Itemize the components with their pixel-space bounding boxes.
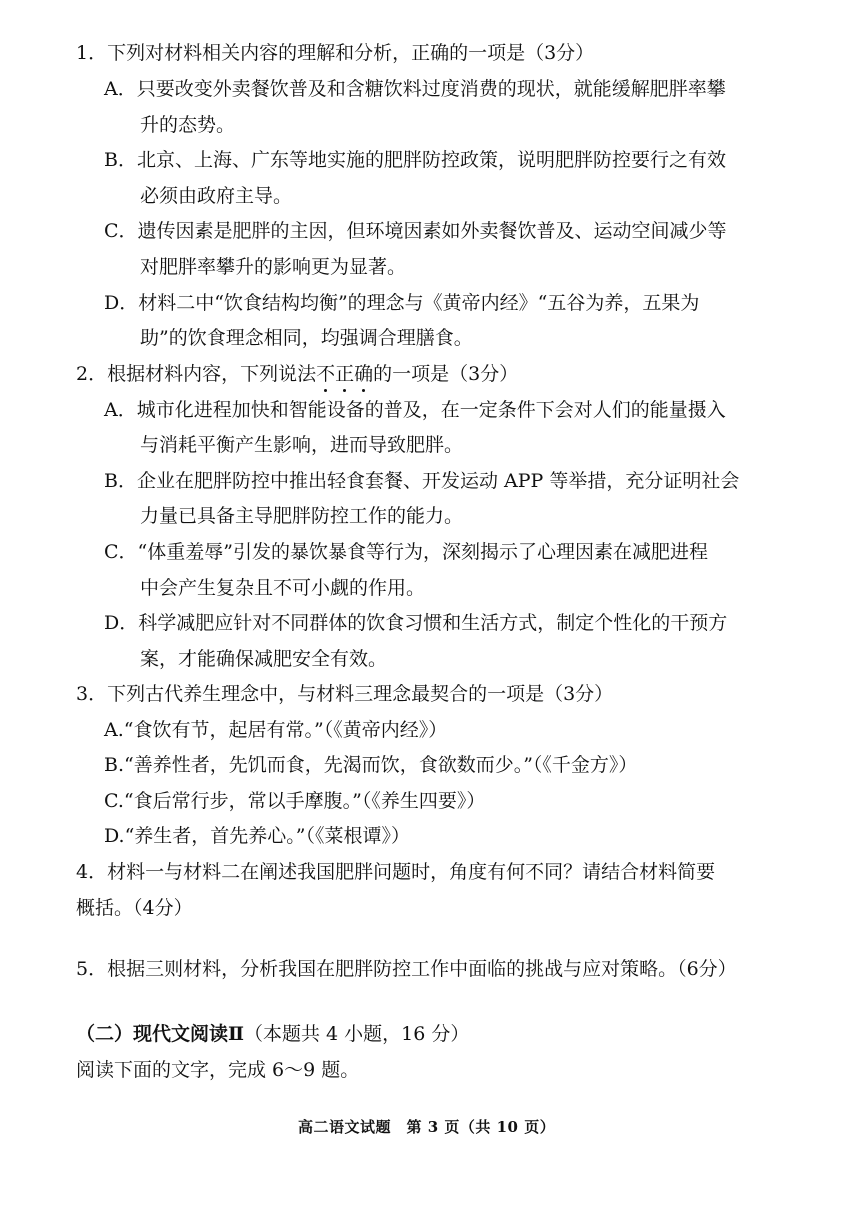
- q2-stem-pre: 2．根据材料内容，下列说法: [76, 363, 317, 385]
- q2-option-c-line1: C．“体重羞辱”引发的暴饮暴食等行为，深刻揭示了心理因素在减肥进程: [104, 541, 708, 563]
- q1-option-c-line1: C．遗传因素是肥胖的主因，但环境因素如外卖餐饮普及、运动空间减少等: [104, 220, 727, 242]
- section2-heading: [76, 1021, 469, 1047]
- q2-option-b-line1: B．企业在肥胖防控中推出轻食套餐、开发运动 APP 等举措，充分证明社会: [104, 470, 740, 492]
- section2-scoring: （本题共 4 小题，16 分）: [244, 1023, 470, 1045]
- q1-option-d-line2: 助”的饮食理念相同，均强调合理膳食。: [140, 327, 473, 349]
- q2-stem-emphasis-2: 正: [335, 363, 355, 385]
- q1-option-b-line2: 必须由政府主导。: [140, 185, 293, 207]
- q1-option-b-line1: B．北京、上海、广东等地实施的肥胖防控政策，说明肥胖防控要行之有效: [104, 149, 726, 171]
- q4-line1: 4．材料一与材料二在阐述我国肥胖问题时，角度有何不同？请结合材料简要: [76, 861, 716, 883]
- q2-stem-emphasis-1: 不: [316, 363, 336, 385]
- section2-instruction: 阅读下面的文字，完成 6～9 题。: [76, 1059, 360, 1081]
- section2-title: （二）现代文阅读Ⅱ: [76, 1023, 245, 1045]
- q3-option-c: C.“食后常行步，常以手摩腹。”（《养生四要》）: [104, 790, 486, 812]
- q1-option-a-line2: 升的态势。: [140, 114, 236, 136]
- q2-option-c-line2: 中会产生复杂且不可小觑的作用。: [140, 577, 426, 599]
- q2-option-a-line2: 与消耗平衡产生影响，进而导致肥胖。: [140, 434, 464, 456]
- q1-option-c-line2: 对肥胖率攀升的影响更为显著。: [140, 256, 407, 278]
- q4-line2: 概括。（4分）: [76, 897, 193, 919]
- q3-option-d: D.“养生者，首先养心。”（《菜根谭》）: [104, 825, 411, 847]
- q3-option-a: A.“食饮有节，起居有常。”（《黄帝内经》）: [104, 719, 448, 741]
- q2-option-a-line1: A．城市化进程加快和智能设备的普及，在一定条件下会对人们的能量摄入: [104, 399, 726, 421]
- q3-option-b: B.“善养性者，先饥而食，先渴而饮，食欲数而少。”（《千金方》）: [104, 754, 638, 776]
- q1-option-d-line1: D．材料二中“饮食结构均衡”的理念与《黄帝内经》“五谷为养，五果为: [104, 292, 700, 314]
- q3-stem: 3．下列古代养生理念中，与材料三理念最契合的一项是（3分）: [76, 683, 614, 705]
- q2-option-d-line2: 案，才能确保减肥安全有效。: [140, 648, 388, 670]
- q5-line1: 5．根据三则材料，分析我国在肥胖防控工作中面临的挑战与应对策略。（6分）: [76, 958, 737, 980]
- q2-option-b-line2: 力量已具备主导肥胖防控工作的能力。: [140, 505, 464, 527]
- q2-option-d-line1: D．科学减肥应针对不同群体的饮食习惯和生活方式，制定个性化的干预方: [104, 612, 728, 634]
- page-footer: 高二语文试题 第 3 页（共 10 页）: [298, 1118, 556, 1136]
- q1-stem: 1．下列对材料相关内容的理解和分析，正确的一项是（3分）: [76, 42, 595, 64]
- q2-stem: [76, 361, 518, 387]
- q1-option-a-line1: A．只要改变外卖餐饮普及和含糖饮料过度消费的现状，就能缓解肥胖率攀: [104, 78, 726, 100]
- q2-stem-post: 的一项是（3分）: [373, 363, 519, 385]
- q2-stem-emphasis-3: 确: [354, 363, 374, 385]
